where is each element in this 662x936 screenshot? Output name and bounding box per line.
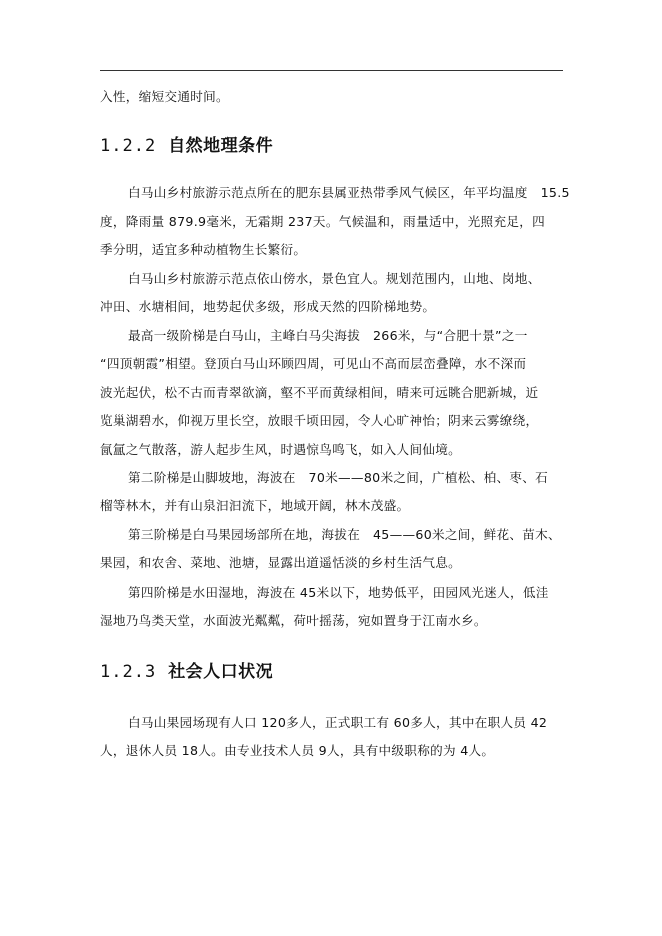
paragraph-line: 湿地乃鸟类天堂，水面波光粼粼，荷叶摇荡，宛如置身于江南水乡。 — [100, 613, 487, 628]
continuation-text: 入性，缩短交通时间。 — [100, 89, 229, 104]
paragraph-line: 季分明，适宜多种动植物生长繁衍。 — [100, 242, 307, 257]
section-number: 1.2.3 — [100, 662, 157, 682]
paragraph-line: 氤氲之气散落，游人起步生风，时遇惊鸟鸣飞，如入人间仙境。 — [100, 442, 462, 457]
paragraph-line: 白马山乡村旅游示范点依山傍水，景色宜人。规划范围内，山地、岗地、 — [128, 271, 541, 286]
paragraph-line: 果园，和农舍、菜地、池塘，显露出道遥恬淡的乡村生活气息。 — [100, 555, 462, 570]
paragraph-line: “四顶朝霞”相望。登顶白马山环顾四周，可见山不高而层峦叠障，水不深而 — [100, 356, 527, 371]
section-title: 社会人口状况 — [168, 662, 274, 682]
paragraph-line: 览巢湖碧水，仰视万里长空，放眼千顷田园，令人心旷神怡；阴来云雾缭绕， — [100, 413, 539, 428]
header-rule — [100, 70, 563, 71]
paragraph-line: 榴等林木，并有山泉汩汩流下，地域开阔，林木茂盛。 — [100, 498, 410, 513]
paragraph-line: 最高一级阶梯是白马山，主峰白马尖海拔 266米，与“合肥十景”之一 — [128, 328, 528, 343]
paragraph-line: 度，降雨量 879.9毫米，无霜期 237天。气候温和，雨量适中，光照充足，四 — [100, 214, 546, 229]
paragraph-line: 白马山果园场现有人口 120多人，正式职工有 60多人，其中在职人员 42 — [128, 715, 548, 730]
section-title: 自然地理条件 — [168, 136, 274, 156]
paragraph-line: 人，退休人员 18人。由专业技术人员 9人，具有中级职称的为 4人。 — [100, 743, 495, 758]
section-heading-1-2-3 — [100, 661, 273, 683]
paragraph-line: 第四阶梯是水田湿地，海波在 45米以下，地势低平，田园风光迷人，低洼 — [128, 585, 549, 600]
paragraph-line: 第二阶梯是山脚坡地，海波在 70米——80米之间，广植松、柏、枣、石 — [128, 470, 549, 485]
paragraph-line: 白马山乡村旅游示范点所在的肥东县属亚热带季风气候区，年平均温度 15.5 — [128, 185, 570, 200]
section-number: 1.2.2 — [100, 136, 157, 156]
paragraph-line: 波光起伏，松不古而青翠欲滴，壑不平而黄绿相间，晴来可远眺合肥新城，近 — [100, 385, 539, 400]
paragraph-line: 第三阶梯是白马果园场部所在地，海拔在 45——60米之间，鲜花、苗木、 — [128, 527, 561, 542]
paragraph-line: 冲田、水塘相间，地势起伏多级，形成天然的四阶梯地势。 — [100, 299, 436, 314]
section-heading-1-2-2 — [100, 135, 273, 157]
